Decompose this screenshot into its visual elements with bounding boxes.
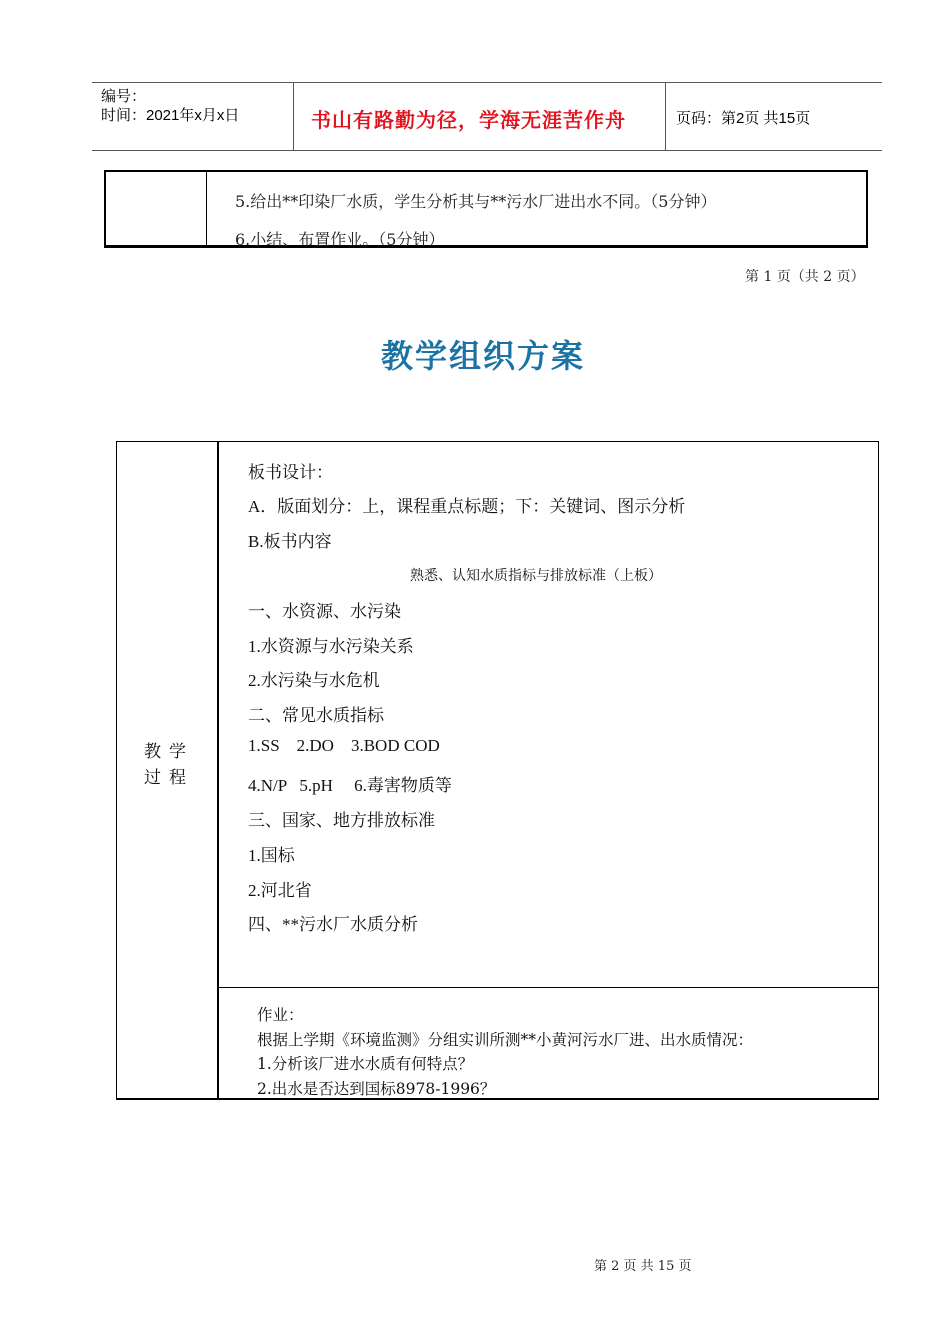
header-page-info: 页码：第2页 共15页 <box>676 110 811 127</box>
main-table-column-divider <box>217 442 219 1098</box>
board-heading: 板书设计： <box>248 463 333 482</box>
homework-heading: 作业： <box>257 1006 304 1024</box>
page-title: 教学组织方案 <box>381 337 586 375</box>
top-table-line-1: 5.给出**印染厂水质，学生分析其与**污水厂进出水不同。（5分钟） <box>235 192 717 211</box>
board-item: 2.水污染与水危机 <box>248 671 380 690</box>
board-center-title: 熟悉、认知水质指标与排放标准（上板） <box>410 568 662 584</box>
board-content-label: B.板书内容 <box>248 532 332 551</box>
homework-line: 1.分析该厂进水水质有何特点？ <box>257 1055 474 1073</box>
main-table <box>116 441 879 1100</box>
header-divider <box>293 82 294 150</box>
header-motto: 书山有路勤为径，学海无涯苦作舟 <box>311 108 626 132</box>
side-label-line-1: 教学 <box>144 742 194 762</box>
homework-line: 2.出水是否达到国标8978-1996？ <box>257 1080 496 1098</box>
board-item: 二、常见水质指标 <box>248 706 384 725</box>
side-label-line-2: 过程 <box>144 768 194 788</box>
footer-page-number: 第 2 页 共 15 页 <box>594 1259 692 1274</box>
top-table-divider <box>206 172 207 245</box>
homework-line: 根据上学期《环境监测》分组实训所测**小黄河污水厂进、出水质情况： <box>257 1031 754 1049</box>
board-item: 1.水资源与水污染关系 <box>248 637 414 656</box>
board-item: 1.SS 2.DO 3.BOD COD <box>248 736 440 755</box>
header-time-label: 时间：2021年x月x日 <box>101 107 240 124</box>
main-table-row-divider <box>217 987 878 988</box>
board-item: 一、水资源、水污染 <box>248 602 401 621</box>
page-marker: 第 1 页（共 2 页） <box>745 269 865 285</box>
board-item: 三、国家、地方排放标准 <box>248 811 435 830</box>
board-item: 2.河北省 <box>248 881 312 900</box>
header-top-rule <box>92 82 882 83</box>
board-item: 四、**污水厂水质分析 <box>248 915 418 934</box>
top-table-line-2: 6.小结、布置作业。（5分钟） <box>235 230 445 249</box>
board-item: 4.N/P 5.pH 6.毒害物质等 <box>248 776 452 795</box>
header-code-label: 编号： <box>101 88 147 105</box>
board-item: 1.国标 <box>248 846 295 865</box>
header-divider <box>665 82 666 150</box>
header-bottom-rule <box>92 150 882 151</box>
board-layout: A．版面划分：上，课程重点标题；下：关键词、图示分析 <box>248 497 686 516</box>
